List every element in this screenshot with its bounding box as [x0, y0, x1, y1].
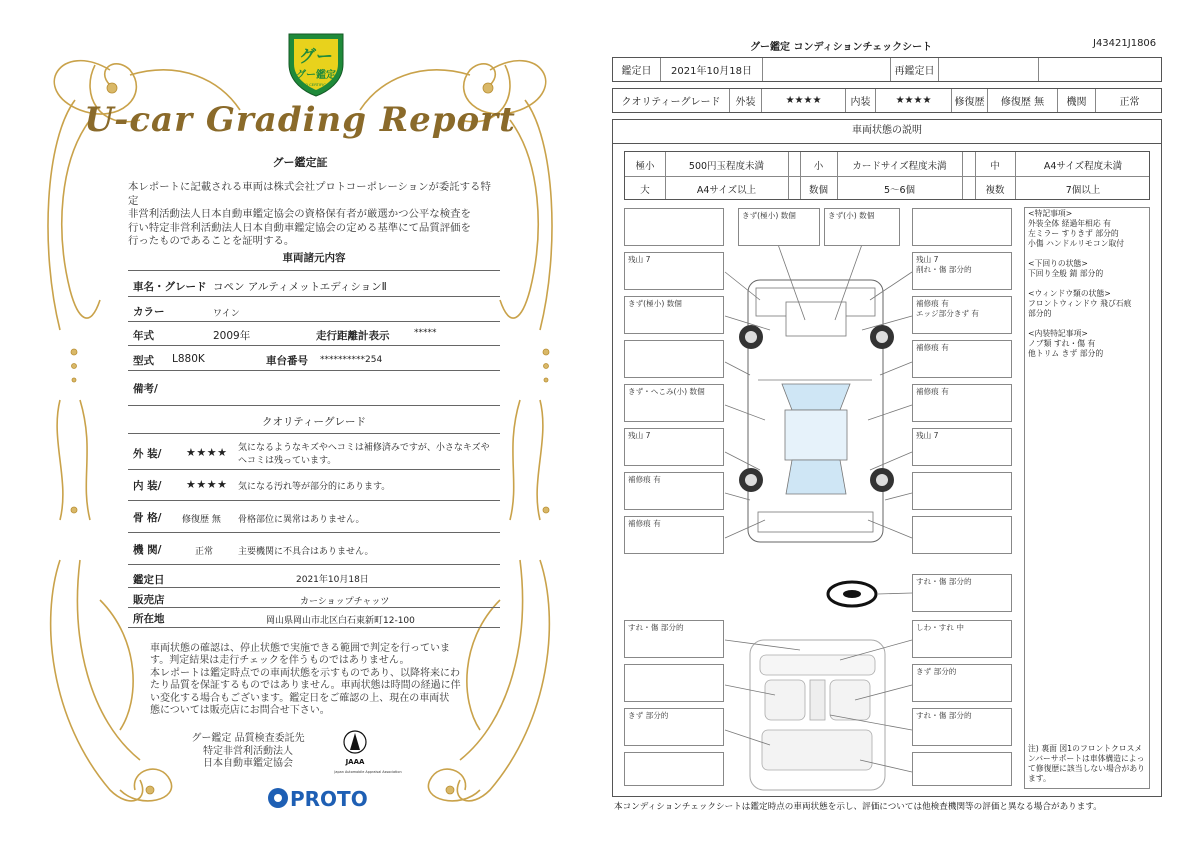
note-line: <内装特記事項>: [1028, 329, 1088, 338]
svg-text:Japan Automobile Appraisal Ass: Japan Automobile Appraisal Association: [334, 770, 402, 774]
annotation-line: 補修痕 有: [916, 299, 949, 308]
annotation-box: [912, 752, 1012, 786]
annotation-box: [912, 208, 1012, 246]
note-line: 下回り全般 錆 部分的: [1028, 269, 1104, 278]
legend-value: A4サイズ程度未満: [1043, 161, 1123, 172]
frame-note: 骨格部位に異常はありません。: [238, 515, 365, 525]
divider: [128, 532, 500, 533]
vehicle-name: コペン アルティメットエディションⅡ: [213, 281, 387, 293]
proto-logo: [266, 784, 370, 814]
svg-text:JAAA: JAAA: [345, 758, 365, 766]
exterior-label: 外 装/: [133, 448, 162, 460]
divider: [128, 607, 500, 608]
annotation-box: [912, 472, 1012, 510]
legend-value: カードサイズ程度未満: [852, 161, 947, 172]
mileage-label: 走行距離計表示: [316, 330, 390, 342]
condition-check-sheet: [600, 0, 1200, 848]
annotation-box: すれ・傷 部分的: [912, 708, 1012, 746]
document-id: J43421J1806: [1093, 38, 1157, 49]
repair-label: 修復歴: [952, 89, 988, 112]
interior-label: 内 装/: [133, 480, 162, 492]
divider: [128, 500, 500, 501]
footer-line: 特定非営利活動法人: [203, 745, 293, 757]
footer-line: グー鑑定 品質検査委託先: [191, 733, 305, 744]
annotation-box: すれ・傷 部分的: [624, 620, 724, 658]
divider: [128, 587, 500, 588]
frame-label: 骨 格/: [133, 512, 162, 524]
legend-value: 5～6個: [883, 185, 916, 196]
chassis-value: **********254: [320, 355, 383, 365]
divider: [128, 469, 500, 470]
footnote-line: 注) 裏面 図1のフロントクロスメ: [1028, 744, 1143, 753]
divider: [128, 405, 500, 406]
legend-label: 複数: [985, 185, 1005, 196]
svg-text:グー鑑定: グー鑑定: [296, 70, 336, 81]
annotation-box: きず(小) 数個: [824, 208, 900, 246]
annotation-box: 補修痕 有: [912, 340, 1012, 378]
remarks-label: 備考/: [133, 383, 158, 395]
intro-line: 行ったものであることを証明する。: [128, 235, 295, 247]
date-label: 鑑定日: [613, 58, 661, 81]
quality-heading: クオリティーグレード: [262, 416, 366, 428]
address-label: 所在地: [133, 613, 165, 625]
date-value: 2021年10月18日: [661, 58, 763, 81]
divider: [128, 370, 500, 371]
footnote-line: ます。: [1028, 774, 1051, 783]
model-label: 型式: [133, 355, 154, 367]
dealer-label: 販売店: [133, 594, 165, 606]
disclaimer-line: たり品質を保証するものではありません。車両状態は時間の経過に伴: [150, 680, 461, 692]
svg-text:GOO CERTIFICATE: GOO CERTIFICATE: [299, 82, 333, 87]
date-label: 鑑定日: [133, 574, 165, 586]
note-line: フロントウィンドウ 飛び石痕: [1028, 299, 1132, 308]
note-line: <下回りの状態>: [1028, 259, 1088, 268]
exterior-label: 外装: [730, 89, 762, 112]
ornament-side-left: [57, 349, 90, 520]
annotation-box: しわ・すれ 中: [912, 620, 1012, 658]
annotation-box: きず・へこみ(小) 数個: [624, 384, 724, 422]
steering-wheel-diagram: [828, 582, 876, 606]
goo-kantei-badge: [283, 28, 349, 98]
repair-value: 修復歴 無: [988, 89, 1058, 112]
legend-label: 小: [813, 161, 824, 172]
note-line: 小傷 ハンドルリモコン取付: [1028, 239, 1125, 248]
disclaimer-line: す。判定結果は走行チェックを伴うものではありません。: [150, 655, 410, 667]
legend-label: 数個: [808, 185, 828, 196]
engine-value: 正常: [195, 547, 214, 557]
legend-value: 7個以上: [1065, 185, 1101, 196]
disclaimer: [150, 643, 480, 717]
note-line: <特記事項>: [1028, 209, 1073, 218]
note-line: 他トリム きず 部分的: [1028, 349, 1104, 358]
engine-label: 機関: [1058, 89, 1096, 112]
footnote-line: て修復歴に該当しない場合があり: [1028, 764, 1145, 773]
inspection-organization: [168, 733, 328, 771]
interior-stars: ★★★★: [876, 89, 952, 112]
year-label: 年式: [133, 330, 154, 342]
ornament-side-right: [510, 349, 549, 520]
date-value: 2021年10月18日: [296, 575, 369, 585]
annotation-box: すれ・傷 部分的: [912, 574, 1012, 612]
exterior-note-1: 気になるようなキズやヘコミは補修済みですが、小さなキズや: [238, 443, 490, 453]
legend-label: 大: [640, 185, 650, 196]
car-interior-view: [750, 640, 885, 790]
condition-heading: 車両状態の説明: [612, 119, 1162, 144]
note-line: 左ミラー すりきず 部分的: [1028, 229, 1119, 238]
annotation-box: 補修痕 有: [624, 516, 724, 554]
jaaa-logo: [334, 728, 402, 778]
annotation-box: きず(極小) 数個: [624, 296, 724, 334]
divider: [128, 433, 500, 434]
year-value: 2009年: [213, 330, 251, 342]
annotation-box: 補修痕 有: [912, 384, 1012, 422]
annotation-box: [624, 752, 724, 786]
divider: [128, 627, 500, 628]
legend-label: 中: [990, 161, 1000, 172]
interior-stars: ★★★★: [186, 478, 228, 491]
chassis-label: 車台番号: [266, 355, 308, 367]
engine-value: 正常: [1119, 97, 1140, 108]
note-line: 外装全体 経過年相応 有: [1028, 219, 1111, 228]
annotation-line: 残山 7: [916, 255, 939, 264]
footnote-line: ンバーサポートは車体構造によっ: [1028, 754, 1145, 763]
annotation-box: きず(極小) 数個: [738, 208, 820, 246]
disclaimer-line: 本レポートは鑑定時点での車両状態を示すものであり、以降将来にわ: [150, 667, 460, 679]
legend-value: A4サイズ以上: [696, 185, 757, 196]
annotation-box: [624, 340, 724, 378]
annotation-box: 残山 7: [624, 428, 724, 466]
report-title: U-car Grading Report: [84, 100, 516, 140]
car-top-view: [739, 280, 894, 542]
annotation-box: [912, 252, 1012, 290]
color-value: ワイン: [213, 309, 240, 319]
interior-note: 気になる汚れ等が部分的にあります。: [238, 482, 391, 492]
note-line: <ウィンドウ類の状態>: [1028, 289, 1111, 298]
interior-label: 内装: [846, 89, 876, 112]
svg-text:グー: グー: [299, 47, 333, 67]
note-line: ノブ類 すれ・傷 有: [1028, 339, 1096, 348]
annotation-box: きず 部分的: [624, 708, 724, 746]
disclaimer-line: い変化する場合もございます。鑑定日をご確認の上、現在の車両状: [150, 692, 450, 704]
divider: [128, 296, 500, 297]
annotation-box: きず 部分的: [912, 664, 1012, 702]
specs-heading: 車両諸元内容: [282, 252, 346, 264]
disclaimer-line: 態については販売店にお問合せ下さい。: [150, 705, 330, 717]
certificate-intro: [128, 181, 500, 249]
mileage-value: *****: [414, 328, 437, 338]
intro-line: 非営利活動法人日本自動車鑑定協会の資格保有者が厳選かつ公平な検査を: [128, 208, 471, 220]
intro-line: 行い特定非営利活動法人日本自動車鑑定協会の定める基準にて品質評価を: [128, 221, 471, 234]
engine-label: 機 関/: [133, 544, 162, 556]
quality-label: クオリティーグレード: [613, 89, 730, 112]
intro-line: 本レポートに記載される車両は株式会社プロトコーポレーションが委託する特定: [128, 181, 491, 207]
divider: [128, 564, 500, 565]
annotation-box: [912, 516, 1012, 554]
address-value: 岡山県岡山市北区白石東新町12-100: [266, 616, 415, 626]
annotation-box: [624, 208, 724, 246]
exterior-stars: ★★★★: [762, 89, 846, 112]
divider: [128, 270, 500, 271]
annotation-box: [912, 296, 1012, 334]
exterior-note-2: ヘコミは残っています。: [238, 456, 337, 466]
annotation-box: 残山 7: [624, 252, 724, 290]
dealer-value: カーショップチャッツ: [300, 597, 390, 607]
legend-value: 500円玉程度未満: [688, 161, 765, 172]
note-line: 部分的: [1028, 309, 1052, 318]
bottom-disclaimer: 本コンディションチェックシートは鑑定時点の車両状態を示し、評価については他検査機関等の評価と異なる場合があります。: [614, 802, 1102, 812]
annotation-line: エッジ部分きず 有: [916, 309, 980, 318]
divider: [128, 345, 500, 346]
annotation-box: 補修痕 有: [624, 472, 724, 510]
color-label: カラー: [133, 306, 165, 318]
sheet-title: グー鑑定 コンディションチェックシート: [750, 42, 933, 53]
certificate-subtitle: グー鑑定証: [272, 156, 328, 169]
disclaimer-line: 車両状態の確認は、停止状態で実施できる範囲で判定を行っていま: [150, 643, 450, 654]
vehicle-name-label: 車名・グレード: [133, 281, 207, 293]
exterior-stars: ★★★★: [186, 446, 228, 459]
annotation-line: 削れ・傷 部分的: [916, 265, 972, 274]
annotation-box: [624, 664, 724, 702]
engine-note: 主要機関に不具合はありません。: [238, 547, 374, 557]
frame-value: 修復歴 無: [182, 515, 221, 525]
annotation-box: 残山 7: [912, 428, 1012, 466]
footer-line: 日本自動車鑑定協会: [203, 758, 293, 769]
divider: [128, 321, 500, 322]
legend-label: 極小: [635, 161, 655, 172]
re-date-label: 再鑑定日: [891, 58, 939, 81]
model-value: L880K: [172, 353, 205, 365]
svg-text:PROTO: PROTO: [290, 787, 368, 811]
